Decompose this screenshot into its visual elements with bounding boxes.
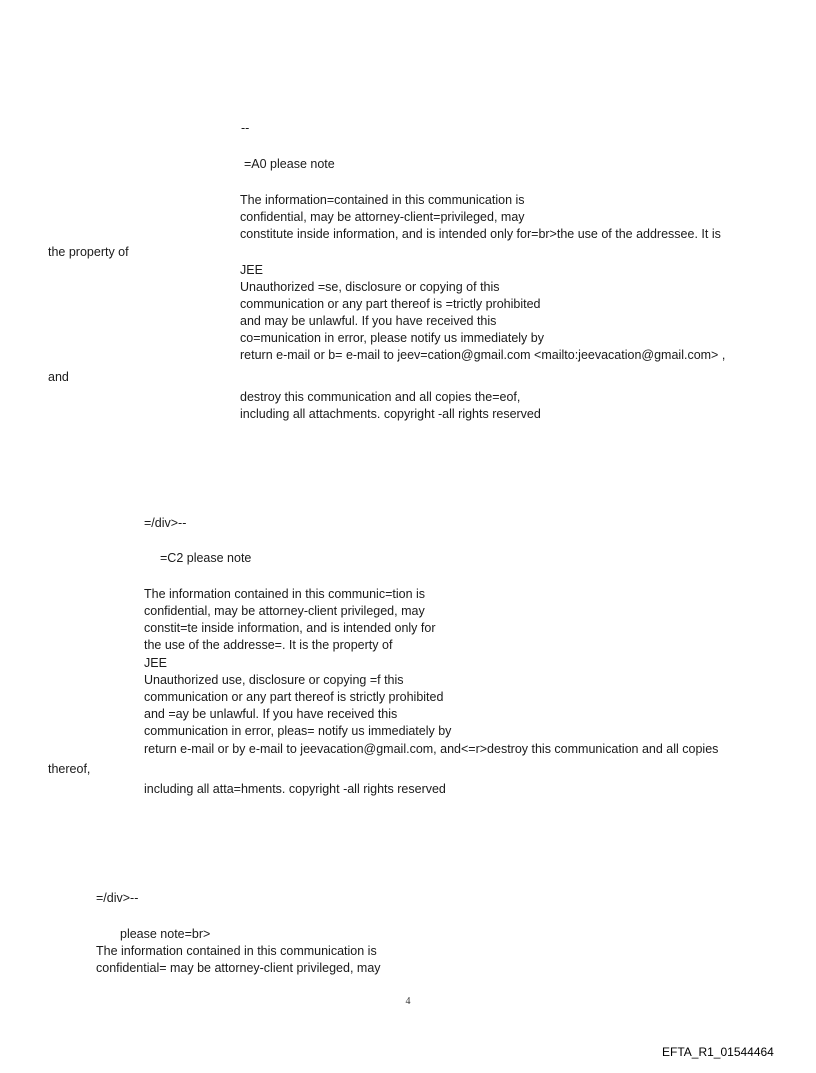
text-line: confidential, may be attorney-client privileged, may	[144, 604, 425, 618]
text-line: communication in error, pleas= notify us immediately by	[144, 724, 452, 738]
text-line: destroy this communication and all copies the=eof,	[240, 390, 521, 404]
text-line: communication or any part thereof is =trictly prohibited	[240, 297, 541, 311]
text-line: Unauthorized use, disclosure or copying =f this	[144, 673, 404, 687]
text-line: confidential= may be attorney-client privileged, may	[96, 961, 381, 975]
please-note-heading: please note=br>	[120, 927, 211, 941]
text-line: JEE	[240, 263, 263, 277]
document-id-stamp: EFTA_R1_01544464	[662, 1045, 774, 1059]
text-line: thereof,	[48, 762, 91, 776]
please-note-heading: =A0 please note	[244, 157, 335, 171]
text-line: The information=contained in this communication is	[240, 193, 525, 207]
text-line: and	[48, 370, 69, 384]
text-line: constit=te inside information, and is intended only for	[144, 621, 436, 635]
text-line: The information contained in this communic=tion is	[144, 587, 426, 601]
text-line: confidential, may be attorney-client=privileged, may	[240, 210, 525, 224]
text-line: JEE	[144, 656, 167, 670]
div-separator: =/div>--	[144, 516, 187, 530]
text-line: and may be unlawful. If you have received this	[240, 314, 497, 328]
text-line: including all atta=hments. copyright -all rights reserved	[144, 782, 446, 796]
text-line: constitute inside information, and is intended only for=br>the use of the addressee. It is	[240, 227, 721, 241]
please-note-heading: =C2 please note	[160, 551, 252, 565]
text-line: Unauthorized =se, disclosure or copying of this	[240, 280, 500, 294]
text-line: return e-mail or b= e-mail to jeev=cation@gmail.com <mailto:jeevacation@gmail.com> ,	[240, 348, 726, 362]
text-line: communication or any part thereof is strictly prohibited	[144, 690, 444, 704]
dash-separator: --	[241, 121, 250, 135]
text-line: return e-mail or by e-mail to jeevacation@gmail.com, and<=r>destroy this communication and all copies	[144, 742, 719, 756]
div-separator: =/div>--	[96, 891, 139, 905]
page-number: 4	[405, 996, 411, 1007]
text-line: and =ay be unlawful. If you have received this	[144, 707, 398, 721]
text-line: the property of	[48, 245, 129, 259]
text-line: including all attachments. copyright -all rights reserved	[240, 407, 541, 421]
text-line: co=munication in error, please notify us immediately by	[240, 331, 544, 345]
text-line: The information contained in this communication is	[96, 944, 377, 958]
text-line: the use of the addresse=. It is the property of	[144, 638, 393, 652]
